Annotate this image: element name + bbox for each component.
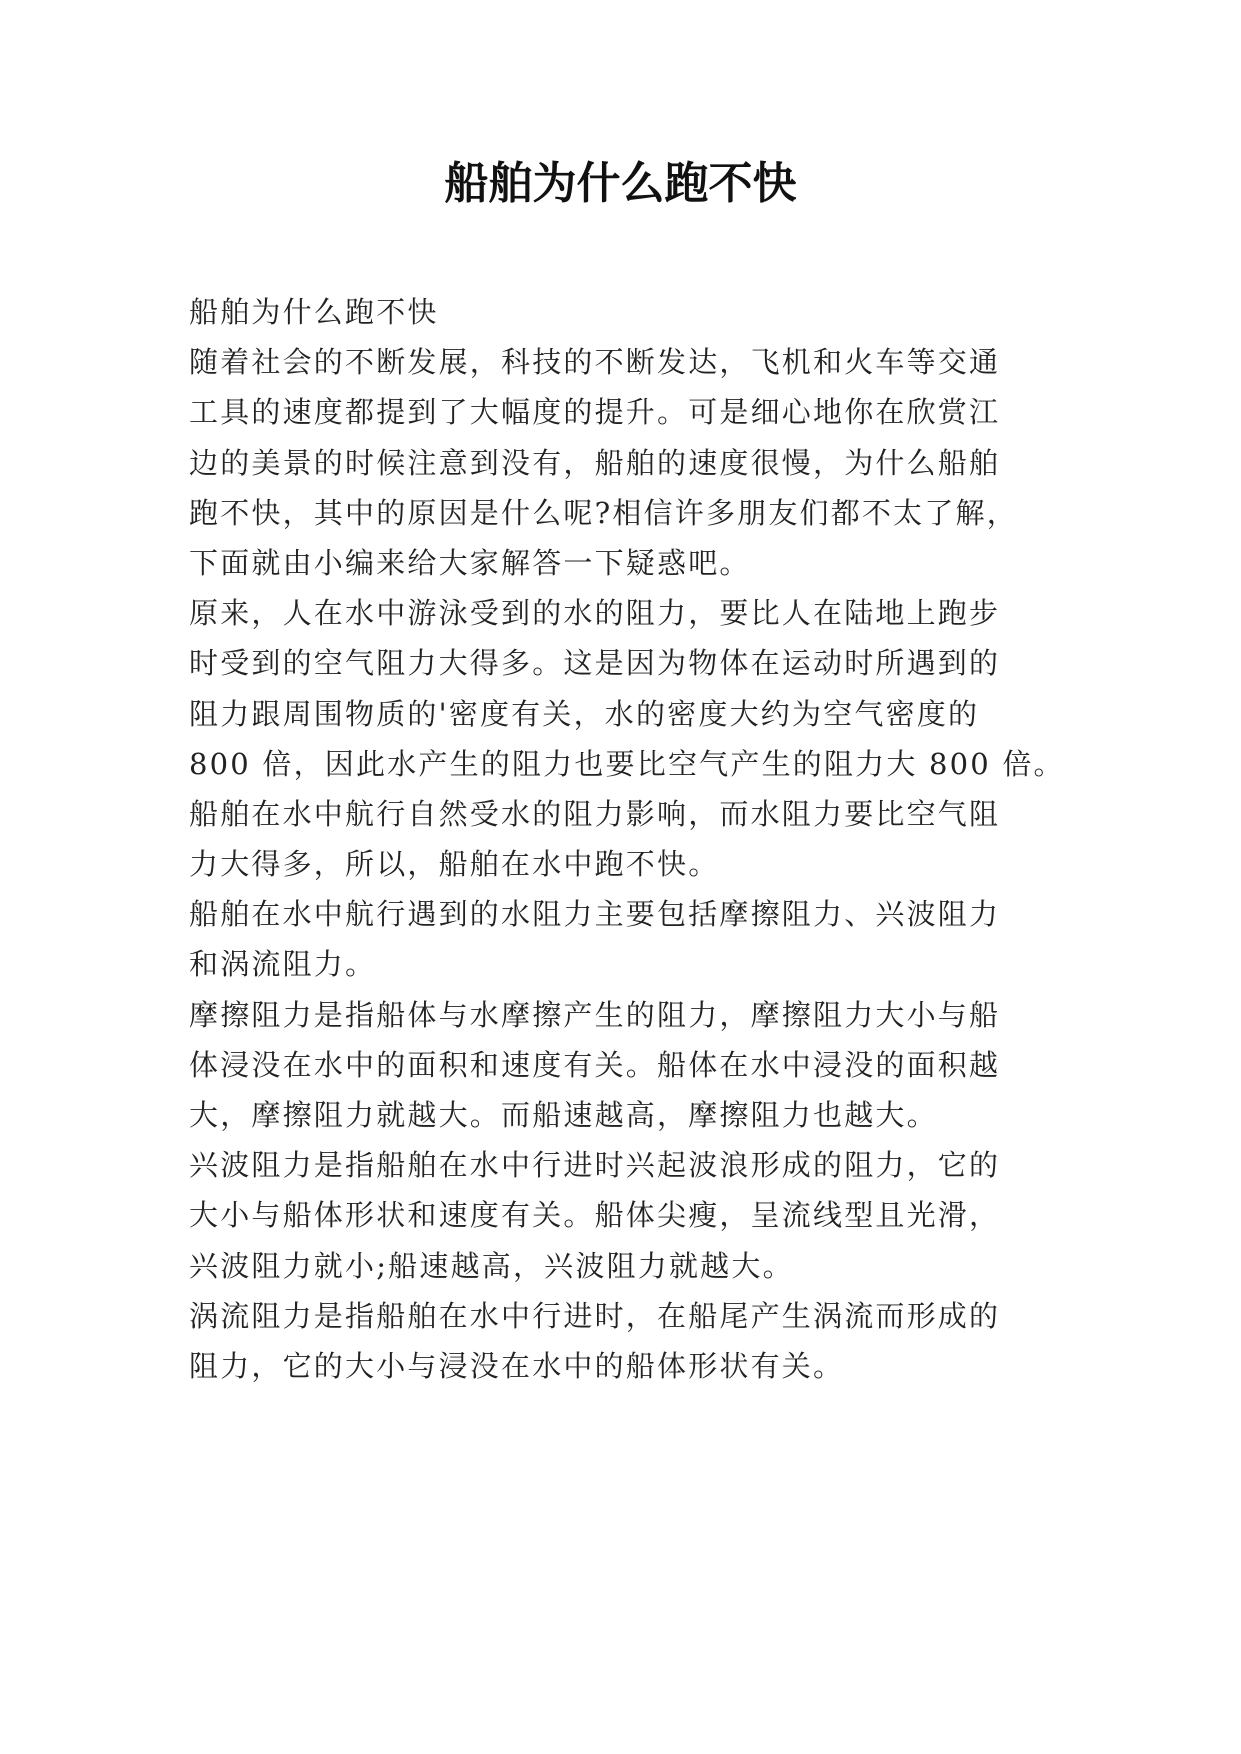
body-line: 边的美景的时候注意到没有，船舶的速度很慢，为什么船舶 <box>189 445 1001 480</box>
body-line: 随着社会的不断发展，科技的不断发达，飞机和火车等交通 <box>189 345 1001 380</box>
body-line: 和涡流阻力。 <box>189 947 377 982</box>
document-body <box>189 287 1069 1391</box>
body-line: 摩擦阻力是指船体与水摩擦产生的阻力，摩擦阻力大小与船 <box>189 997 1001 1032</box>
body-line: 跑不快，其中的原因是什么呢?相信许多朋友们都不太了解， <box>189 495 1018 530</box>
body-line: 兴波阻力是指船舶在水中行进时兴起波浪形成的阻力，它的 <box>189 1148 1001 1183</box>
body-line: 船舶在水中航行遇到的水阻力主要包括摩擦阻力、兴波阻力 <box>189 897 1001 932</box>
body-line: 时受到的空气阻力大得多。这是因为物体在运动时所遇到的 <box>189 646 1001 681</box>
body-line: 涡流阻力是指船舶在水中行进时，在船尾产生涡流而形成的 <box>189 1298 1001 1333</box>
document-title: 船舶为什么跑不快 <box>444 158 797 209</box>
body-line: 工具的速度都提到了大幅度的提升。可是细心地你在欣赏江 <box>189 395 1001 430</box>
body-line: 大，摩擦阻力就越大。而船速越高，摩擦阻力也越大。 <box>189 1098 938 1132</box>
body-line: 阻力，它的大小与浸没在水中的船体形状有关。 <box>189 1348 845 1383</box>
body-line: 大小与船体形状和速度有关。船体尖瘦，呈流线型且光滑， <box>189 1198 1001 1233</box>
body-line: 阻力跟周围物质的'密度有关，水的密度大约为空气密度的 <box>189 696 980 731</box>
body-line: 体浸没在水中的面积和速度有关。船体在水中浸没的面积越 <box>189 1047 1001 1082</box>
body-line: 兴波阻力就小;船速越高，兴波阻力就越大。 <box>189 1248 794 1283</box>
body-line: 原来，人在水中游泳受到的水的阻力，要比人在陆地上跑步 <box>189 596 1001 631</box>
subtitle-line: 船舶为什么跑不快 <box>189 295 439 329</box>
body-line: 力大得多，所以，船舶在水中跑不快。 <box>189 847 720 882</box>
body-line: 下面就由小编来给大家解答一下疑惑吧。 <box>189 545 751 580</box>
body-line: 船舶在水中航行自然受水的阻力影响，而水阻力要比空气阻 <box>189 796 1001 831</box>
body-line: 800 倍，因此水产生的阻力也要比空气产生的阻力大 800 倍。 <box>189 746 1065 781</box>
